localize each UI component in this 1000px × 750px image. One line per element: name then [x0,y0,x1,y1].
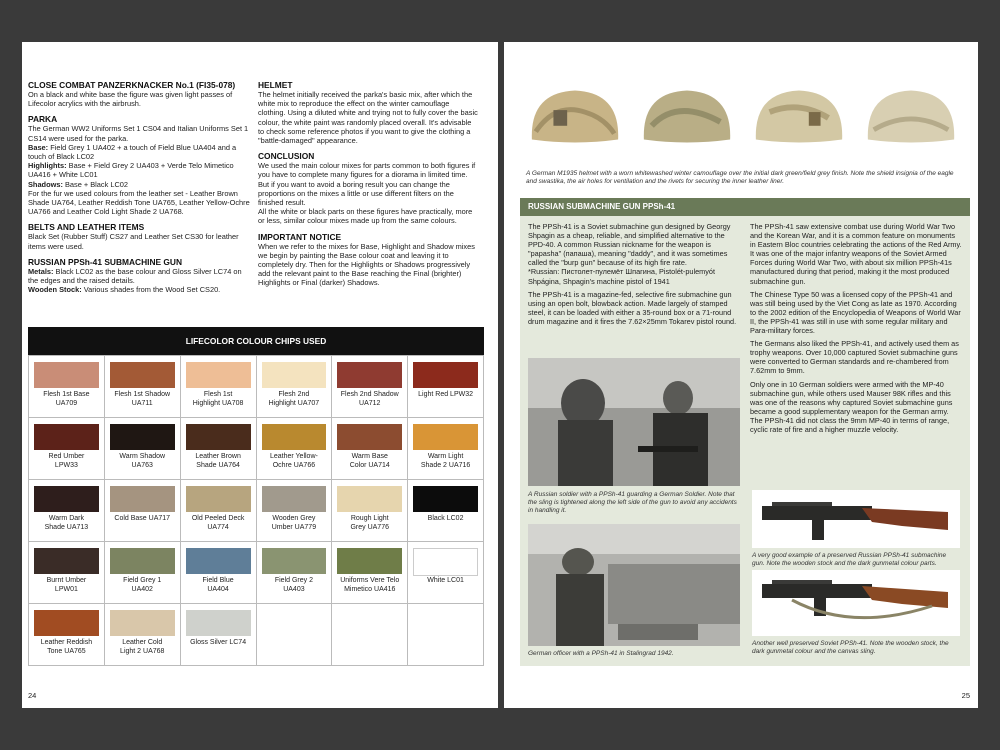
colour-chip [181,604,257,666]
colour-swatch [34,610,99,636]
wood-line [28,285,250,294]
chip-label-line-1: Light Red LPW32 [418,391,474,398]
colour-chip-label [106,577,179,594]
colour-chip-label [106,453,179,470]
box-col2-p2: The Chinese Type 50 was a licensed copy of the PPSh-41 and was still being used by the Viet Cong as late as 1970. According to the 2002 edition of the Encyclopedia of Weapons of World War II, the PPSh-41 was still in use with some regular military and Para-military forces. [750,289,961,336]
colour-swatch [413,548,478,576]
colour-swatch [413,486,478,512]
colour-chip [257,356,333,418]
colour-chip [29,356,105,418]
colour-chip [332,604,408,666]
chip-label-line-1: Field Grey 1 [123,577,162,584]
colour-swatch [34,424,99,450]
colour-chip [332,356,408,418]
highlights-line [28,161,250,179]
colour-swatch [110,610,175,636]
colour-chip-label [258,577,331,594]
chip-label-line-2: Color UA714 [349,461,390,469]
colour-swatch [34,362,99,388]
helmet-photo-3 [750,82,848,148]
box-column-2 [750,222,962,434]
chip-label-line-2: UA711 [131,399,153,407]
colour-chip [181,480,257,542]
colour-chip-label [106,391,179,408]
belts-heading: BELTS AND LEATHER ITEMS [28,222,145,233]
ppsh-photo-1-caption: A very good example of a preserved Russian PPSh-41 submachine gun. Note the wooden stock and the dark gunmetal colour parts. [752,552,947,568]
box-title: RUSSIAN SUBMACHINE GUN PPSh-41 [520,198,970,216]
metals-label: Metals: [28,266,54,276]
colour-swatch [186,610,251,636]
colour-chips-table [28,327,484,666]
colour-chip [181,418,257,480]
colour-chip [408,542,484,604]
chip-label-line-1: Leather Reddish [40,639,93,646]
colour-chip-label [333,453,406,470]
article-title: CLOSE COMBAT PANZERKNACKER No.1 (FI35-078) [28,80,236,90]
chip-label-line-1: Flesh 2nd [278,391,310,398]
chip-label-line-1: Rough Light [350,515,389,522]
colour-chip [257,542,333,604]
colour-chip-label [409,453,482,470]
page-number-right: 25 [961,691,970,700]
chip-label-line-1: Burnt Umber [46,577,87,584]
colour-swatch [110,362,175,388]
chip-label-line-1: Flesh 2nd Shadow [340,391,399,398]
chip-label-line-1: Flesh 1st [203,391,233,398]
colour-chip [105,542,181,604]
box-col2-p1: The PPSh-41 saw extensive combat use during World War Two and the Korean War, and it is a common feature on monuments in Eastern Bloc countries celebrating the actions of the Red Army. It was one of the major infantry weapons of the Soviet Armed Forces during World War Two, with about six million PPSh-41s manufactured during that period, making it the most produced submachine gun. [750,222,962,286]
colour-chip-label [409,577,482,586]
chip-label-line-2: Highlight UA708 [192,399,244,407]
colour-chip-label [333,391,406,408]
colour-chip-label [30,639,103,656]
chip-label-line-2: Umber UA779 [271,523,317,531]
colour-swatch [337,486,402,512]
parka-text: The German WW2 Uniforms Set 1 CS04 and Italian Uniforms Set 1 CS14 were used for the parka. [28,124,249,143]
chips-title: LIFECOLOR COLOUR CHIPS USED [28,327,484,355]
chip-label-line-1: Black LC02 [427,515,464,522]
chip-label-line-2: UA402 [131,585,153,593]
colour-chip-label [182,391,255,408]
metals-line [28,267,250,285]
colour-chip-label [182,577,255,594]
colour-chip-label [258,515,331,532]
box-col1-p1: The PPSh-41 is a Soviet submachine gun designed by Georgy Shpagin as a cheap, reliable, and simplified alternative to the PPD-40. A common Russian nickname for the weapon is "papasha" (папаша), meaning "daddy", and it was sometimes called the "burp gun" because of its high fire rate. [528,222,731,268]
wood-text: Various shades from the Wood Set CS20. [81,285,221,295]
chip-label-line-2: Mimetico UA416 [344,585,396,593]
left-column-1 [28,80,250,294]
colour-chip [257,418,333,480]
colour-swatch [34,548,99,574]
colour-chip [29,418,105,480]
colour-chip-label [409,391,482,400]
ppsh-photo-1 [752,490,960,548]
colour-chip-label [182,453,255,470]
colour-swatch [34,486,99,512]
chip-label-line-2: Shade UA764 [196,461,240,469]
chip-label-line-1: Wooden Grey [272,515,316,522]
colour-swatch [186,548,251,574]
colour-swatch [337,548,402,574]
officer-photo-caption: German officer with a PPSh-41 in Stalingrad 1942. [528,650,674,657]
chip-label-line-1: Field Blue [202,577,234,584]
highlights-text: Base + Field Grey 2 UA403 + Verde Telo Mimetico UA416 + White LC01 [28,161,234,180]
chips-grid [28,355,484,666]
chip-label-line-1: Cold Base UA717 [114,515,171,522]
chip-label-line-2: LPW01 [54,585,78,593]
belts-text: Black Set (Rubber Stuff) CS27 and Leather Set CS30 for leather items were used. [28,232,239,251]
colour-swatch [186,424,251,450]
helmet-heading: HELMET [258,80,293,90]
gun-heading: RUSSIAN PPSh-41 SUBMACHINE GUN [28,256,183,267]
ppsh-photo-2 [752,570,960,636]
base-label: Base: [28,142,49,152]
colour-swatch [413,362,478,388]
conclusion-heading: CONCLUSION [258,151,315,162]
shadows-text: Base + Black LC02 [62,179,129,189]
colour-chip [29,604,105,666]
notice-text: When we refer to the mixes for Base, Highlight and Shadow mixes we begin by painting the Base colour coat and leaving it to completely dry. Then for the Highlights or Shadows progressively add the relevant paint to the Base reaching the Final (brighter) Highlights or Final (darker) Shadows. [258,241,475,288]
colour-chip-label [30,515,103,532]
left-page [22,42,498,708]
colour-swatch [262,486,327,512]
wood-label: Wooden Stock: [28,285,82,295]
colour-swatch [110,424,175,450]
notice-heading: IMPORTANT NOTICE [258,231,342,242]
colour-chip [29,480,105,542]
chip-label-line-1: Gloss Silver LC74 [190,639,247,646]
chip-label-line-1: Warm Dark [48,515,84,522]
chip-label-line-2: UA712 [359,399,381,407]
colour-swatch [186,486,251,512]
chip-label-line-1: Flesh 1st Base [43,391,90,398]
colour-chip [105,356,181,418]
chip-label-line-1: Warm Base [351,453,388,460]
colour-chip [105,480,181,542]
chip-label-line-2: UA404 [207,585,229,593]
box-col2-p4: Only one in 10 German soldiers were armed with the MP-40 submachine gun, while others used Mauser 98K rifles and this was one of the reasons why captured Soviet submachine guns became a good supplementary weapon for the German army. The PPSh-41 did not class the 9mm MP-40 in terms of range, cyclic rate of fire and a higher muzzle velocity. [750,379,953,434]
chip-label-line-1: White LC01 [427,577,464,584]
colour-swatch [110,548,175,574]
chip-label-line-2: UA709 [55,399,78,407]
right-page [504,42,978,708]
colour-chip-label [30,577,103,594]
soldiers-photo [528,358,740,486]
colour-chip-label [106,515,179,524]
colour-chip-label [182,515,255,532]
chip-label-line-1: Field Grey 2 [274,577,313,584]
colour-chip-label [106,639,179,656]
colour-swatch [262,424,327,450]
colour-swatch [337,362,402,388]
chip-label-line-1: Leather Cold [122,639,163,646]
base-text: Field Grey 1 UA402 + a touch of Field Blue UA404 and a touch of Black LC02 [28,142,237,162]
colour-chip [332,418,408,480]
colour-chip-label [258,453,331,470]
chip-label-line-1: Leather Brown [195,453,241,460]
soldiers-photo-caption: A Russian soldier with a PPSh-41 guarding a German Soldier. Note that the sling is tightened along the left side of the gun to avoid any accidents in handling it. [528,491,737,515]
page-number-left: 24 [28,691,37,700]
colour-chip-label [409,515,482,524]
chip-label-line-2: LPW33 [54,461,78,469]
colour-chip-label [30,453,103,470]
chip-label-line-2: Light 2 UA768 [120,647,165,655]
colour-chip-label [333,577,406,594]
shadows-label: Shadows: [28,179,63,189]
colour-chip [181,356,257,418]
chip-label-line-1: Red Umber [48,453,85,460]
conclusion-text-2: All the white or black parts on these figures have practically, more or less, similar colour mixes made up from the same colours. [258,207,473,226]
helmet-photo-2 [638,82,736,148]
colour-chip [181,542,257,604]
colour-swatch [262,548,327,574]
helmet-caption: A German M1935 helmet with a worn whitewashed winter camouflage over the initial dark green/field grey finish. Note the shield insignia of the eagle and swastika, the air holes for ventilation and the rivets for securing the inner leather liner. [526,170,954,186]
helmet-photo-strip [526,76,966,166]
box-col1-p3: The PPSh-41 is a magazine-fed, selective fire submachine gun using an open bolt, blowback action. Made largely of stamped steel, it can be loaded with either a 35-round box or a 71-round drum magazine and it fires the 7.62×25mm Tokarev pistol round. [528,289,737,326]
parka-heading: PARKA [28,114,58,125]
helmet-photo-4 [862,82,960,148]
chip-label-line-2: Tone UA765 [47,647,86,655]
colour-chip-label [258,391,331,408]
helmet-text: The helmet initially received the parka's basic mix, after which the white mix to reproduce the effect on the winter camouflage clothing. Using a diluted white and trying not to fully cover the basic colour, the white paint was randomly placed overall. It's advisable to check some reference photos if you want to give the clothing a "battle-damaged" appearance. [258,90,478,146]
colour-chip-label [333,515,406,532]
colour-chip [29,542,105,604]
box-column-1 [528,222,738,326]
colour-chip [105,604,181,666]
chip-label-line-2: UA763 [131,461,153,469]
left-column-2 [258,80,478,288]
chip-label-line-2: Grey UA776 [350,523,389,531]
fur-text: For the fur we used colours from the leather set - Leather Brown Shade UA764, Leather Reddish Tone UA765, Leather Yellow-Ochre UA766 and Leather Cold Light Shade 2 UA768. [28,188,250,217]
officer-photo [528,524,740,646]
colour-chip [408,604,484,666]
box-col2-p3: The Germans also liked the PPSh-41, and actively used them as trophy weapons. Over 10,000 captured Soviet submachine guns were converted to German standards and re-chambered from 7.62mm to 9mm. [750,339,959,376]
chip-label-line-2: Shade 2 UA716 [420,461,471,469]
colour-swatch [262,362,327,388]
colour-chip [105,418,181,480]
box-col1-p2: *Russian: Пистолет-пулемёт Шпагина, Pistolét-pulemyót Shpágina, Shpagin's machine pistol of 1941 [528,267,715,286]
chip-label-line-2: UA403 [283,585,305,593]
colour-swatch [337,424,402,450]
colour-chip [332,480,408,542]
colour-chip [257,604,333,666]
chip-label-line-1: Uniforms Vere Telo [340,577,400,584]
chip-label-line-2: UA774 [207,523,229,531]
colour-swatch [110,486,175,512]
chip-label-line-1: Flesh 1st Shadow [114,391,171,398]
colour-chip [408,418,484,480]
highlights-label: Highlights: [28,161,67,171]
chip-label-line-2: Ochre UA766 [272,461,316,469]
colour-chip [408,356,484,418]
colour-chip-label [182,639,255,648]
helmet-photo-1 [526,82,624,148]
base-line [28,143,250,161]
conclusion-text: We used the main colour mixes for parts common to both figures if you have to complete many figures for a diorama in limited time. But if you want to avoid a boring result you can change the proportions on the mixes a little or use different filters on the finished result. [258,161,476,208]
shadows-line [28,180,250,189]
chip-label-line-2: Shade UA713 [44,523,89,531]
chip-label-line-2: Highlight UA707 [268,399,320,407]
colour-chip [408,480,484,542]
intro-text: On a black and white base the figure was given light passes of Lifecolor acrylics with the airbrush. [28,90,233,109]
colour-swatch [413,424,478,450]
colour-swatch [186,362,251,388]
colour-chip [332,542,408,604]
ppsh-info-box [520,198,970,666]
chip-label-line-1: Warm Light [427,453,464,460]
colour-chip-label [30,391,103,408]
chip-label-line-1: Warm Shadow [119,453,166,460]
chip-label-line-1: Leather Yellow- [269,453,318,460]
colour-chip [257,480,333,542]
metals-text: Black LC02 as the base colour and Gloss Silver LC74 on the edges and the raised details. [28,266,242,286]
chip-label-line-1: Old Peeled Deck [191,515,245,522]
ppsh-photo-2-caption: Another well preserved Soviet PPSh-41. Note the wooden stock, the dark gunmetal colour and the canvas sling. [752,640,949,656]
